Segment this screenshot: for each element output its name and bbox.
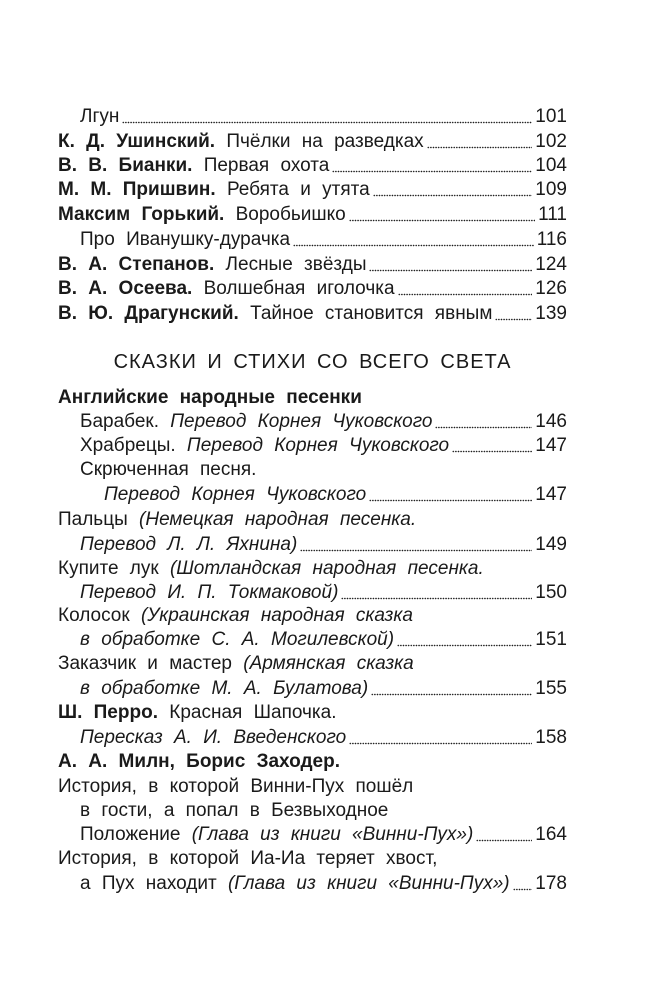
toc-entry-line <box>58 847 437 871</box>
translation-note: (Шотландская народная песенка. <box>169 558 484 579</box>
author-name: Ш. Перро. <box>58 702 158 723</box>
story-title: Про Иванушку-дурачка <box>80 229 291 250</box>
story-title: Красная Шапочка. <box>169 702 337 723</box>
toc-entry <box>58 203 567 227</box>
page-number: 104 <box>535 155 567 176</box>
dot-leader <box>435 426 532 429</box>
author-name: А. А. Милн, Борис Заходер. <box>58 751 340 772</box>
dot-leader <box>373 194 533 197</box>
translation-note: Перевод Л. Л. Яхнина) <box>80 534 298 555</box>
dot-leader <box>293 244 534 247</box>
story-title: Колосок <box>58 605 130 626</box>
toc-entry <box>80 410 567 434</box>
page-number: 124 <box>535 254 567 275</box>
entry-text <box>80 677 368 701</box>
story-title: а Пух находит <box>80 873 217 894</box>
story-title: Положение <box>80 824 181 845</box>
story-title: Заказчик и мастер <box>58 653 232 674</box>
dot-leader <box>122 121 532 124</box>
story-title: в гости, а попал в Безвыходное <box>80 800 389 821</box>
page-number: 102 <box>535 131 567 152</box>
entry-text <box>80 228 290 252</box>
dot-leader <box>369 499 532 502</box>
entry-text <box>58 154 329 178</box>
toc-entry-line <box>58 652 414 676</box>
toc-entry-line <box>58 701 337 725</box>
entry-text <box>80 628 394 652</box>
toc-entry-continuation <box>80 872 567 896</box>
story-title: Первая охота <box>203 155 330 176</box>
author-name: М. М. Пришвин. <box>58 179 216 200</box>
story-title: Скрюченная песня. <box>80 459 257 480</box>
entry-text <box>80 726 346 750</box>
author-line <box>58 750 340 774</box>
entry-text <box>58 178 370 202</box>
author-name: В. А. Степанов. <box>58 254 215 275</box>
translation-note: (Армянская сказка <box>243 653 414 674</box>
story-title: Храбрецы. <box>80 435 176 456</box>
dot-leader <box>300 549 532 552</box>
page-number: 101 <box>535 106 567 127</box>
page-number: 147 <box>535 435 567 456</box>
toc-entry-continuation <box>80 533 567 557</box>
translation-note: Перевод Корнея Чуковского <box>104 484 367 505</box>
dot-leader <box>341 597 532 600</box>
dot-leader <box>495 318 532 321</box>
page-number: 151 <box>535 629 567 650</box>
entry-text <box>58 302 492 326</box>
page-number: 155 <box>535 678 567 699</box>
toc-entry <box>58 130 567 154</box>
entry-text <box>80 105 119 129</box>
page-number: 158 <box>535 727 567 748</box>
dot-leader <box>349 742 532 745</box>
toc-entry-continuation <box>80 823 567 847</box>
story-title: История, в которой Винни-Пух пошёл <box>58 776 414 797</box>
translation-note: (Немецкая народная песенка. <box>139 509 417 530</box>
story-title: Лесные звёзды <box>225 254 367 275</box>
dot-leader <box>371 693 532 696</box>
source-note: (Глава из книги «Винни-Пух») <box>191 824 474 845</box>
toc-entry-line <box>58 508 416 532</box>
dot-leader <box>369 269 532 272</box>
toc-entry-continuation <box>80 581 567 605</box>
toc-entry-continuation <box>80 726 567 750</box>
page-number: 149 <box>535 534 567 555</box>
story-title: История, в которой Иа-Иа теряет хвост, <box>58 848 438 869</box>
story-title: Барабек. <box>80 411 159 432</box>
page-number: 126 <box>535 278 567 299</box>
dot-leader <box>398 293 533 296</box>
toc-entry-continuation <box>80 628 567 652</box>
section-heading: СКАЗКИ И СТИХИ СО ВСЕГО СВЕТА <box>113 351 512 373</box>
story-title: Купите лук <box>58 558 159 579</box>
page-number: 150 <box>535 582 567 603</box>
toc-entry-continuation <box>80 677 567 701</box>
dot-leader <box>397 644 532 647</box>
toc-entry-continuation <box>80 799 388 823</box>
toc-entry <box>58 178 567 202</box>
dot-leader <box>349 219 535 222</box>
page-number: 178 <box>535 873 567 894</box>
author-name: К. Д. Ушинский. <box>58 131 216 152</box>
dot-leader <box>452 450 532 453</box>
entry-text <box>80 410 432 434</box>
translation-note: Пересказ А. И. Введенского <box>80 727 347 748</box>
story-title: Тайное становится явным <box>250 303 493 324</box>
toc-entry-line <box>58 604 413 628</box>
page-number: 147 <box>535 484 567 505</box>
toc-entry-line <box>58 557 484 581</box>
translation-note: (Украинская народная сказка <box>140 605 413 626</box>
author-name: В. В. Бианки. <box>58 155 193 176</box>
toc-entry-line <box>80 458 256 482</box>
toc-entry <box>58 302 567 326</box>
page-number: 164 <box>535 824 567 845</box>
translation-note: Перевод И. П. Токмаковой) <box>80 582 339 603</box>
toc-entry <box>58 277 567 301</box>
entry-text <box>58 130 424 154</box>
dot-leader <box>476 839 532 842</box>
group-title <box>58 386 362 410</box>
page-number: 146 <box>535 411 567 432</box>
toc-entry <box>58 154 567 178</box>
translation-note: Перевод Корнея Чуковского <box>186 435 450 456</box>
group-title-text: Английские народные песенки <box>58 387 362 408</box>
entry-text <box>80 823 473 847</box>
author-name: Максим Горький. <box>58 204 225 225</box>
dot-leader <box>332 170 532 173</box>
page-number: 109 <box>535 179 567 200</box>
translation-note: в обработке М. А. Булатова) <box>80 678 369 699</box>
entry-text <box>80 581 338 605</box>
toc-entry-continuation <box>104 483 567 507</box>
entry-text <box>58 253 366 277</box>
source-note: (Глава из книги «Винни-Пух») <box>227 873 510 894</box>
entry-text <box>104 483 366 507</box>
translation-note: в обработке С. А. Могилевской) <box>80 629 395 650</box>
story-title: Ребята и утята <box>226 179 370 200</box>
story-title: Пчёлки на разведках <box>226 131 424 152</box>
dot-leader <box>427 146 533 149</box>
entry-text <box>80 533 297 557</box>
story-title: Пальцы <box>58 509 128 530</box>
toc-entry <box>80 105 567 129</box>
entry-text <box>58 277 395 301</box>
dot-leader <box>513 888 533 891</box>
entry-text <box>58 203 346 227</box>
author-name: В. Ю. Драгунский. <box>58 303 239 324</box>
page-number: 111 <box>538 204 567 225</box>
story-title: Воробьишко <box>235 204 346 225</box>
page-number: 139 <box>535 303 567 324</box>
toc-entry <box>58 253 567 277</box>
translation-note: Перевод Корнея Чуковского <box>170 411 433 432</box>
story-title: Лгун <box>80 106 120 127</box>
toc-entry <box>80 228 567 252</box>
entry-text <box>80 434 449 458</box>
story-title: Волшебная иголочка <box>203 278 395 299</box>
toc-entry <box>80 434 567 458</box>
page-number: 116 <box>536 229 567 250</box>
entry-text <box>80 872 510 896</box>
author-name: В. А. Осеева. <box>58 278 193 299</box>
toc-entry-line <box>58 775 413 799</box>
